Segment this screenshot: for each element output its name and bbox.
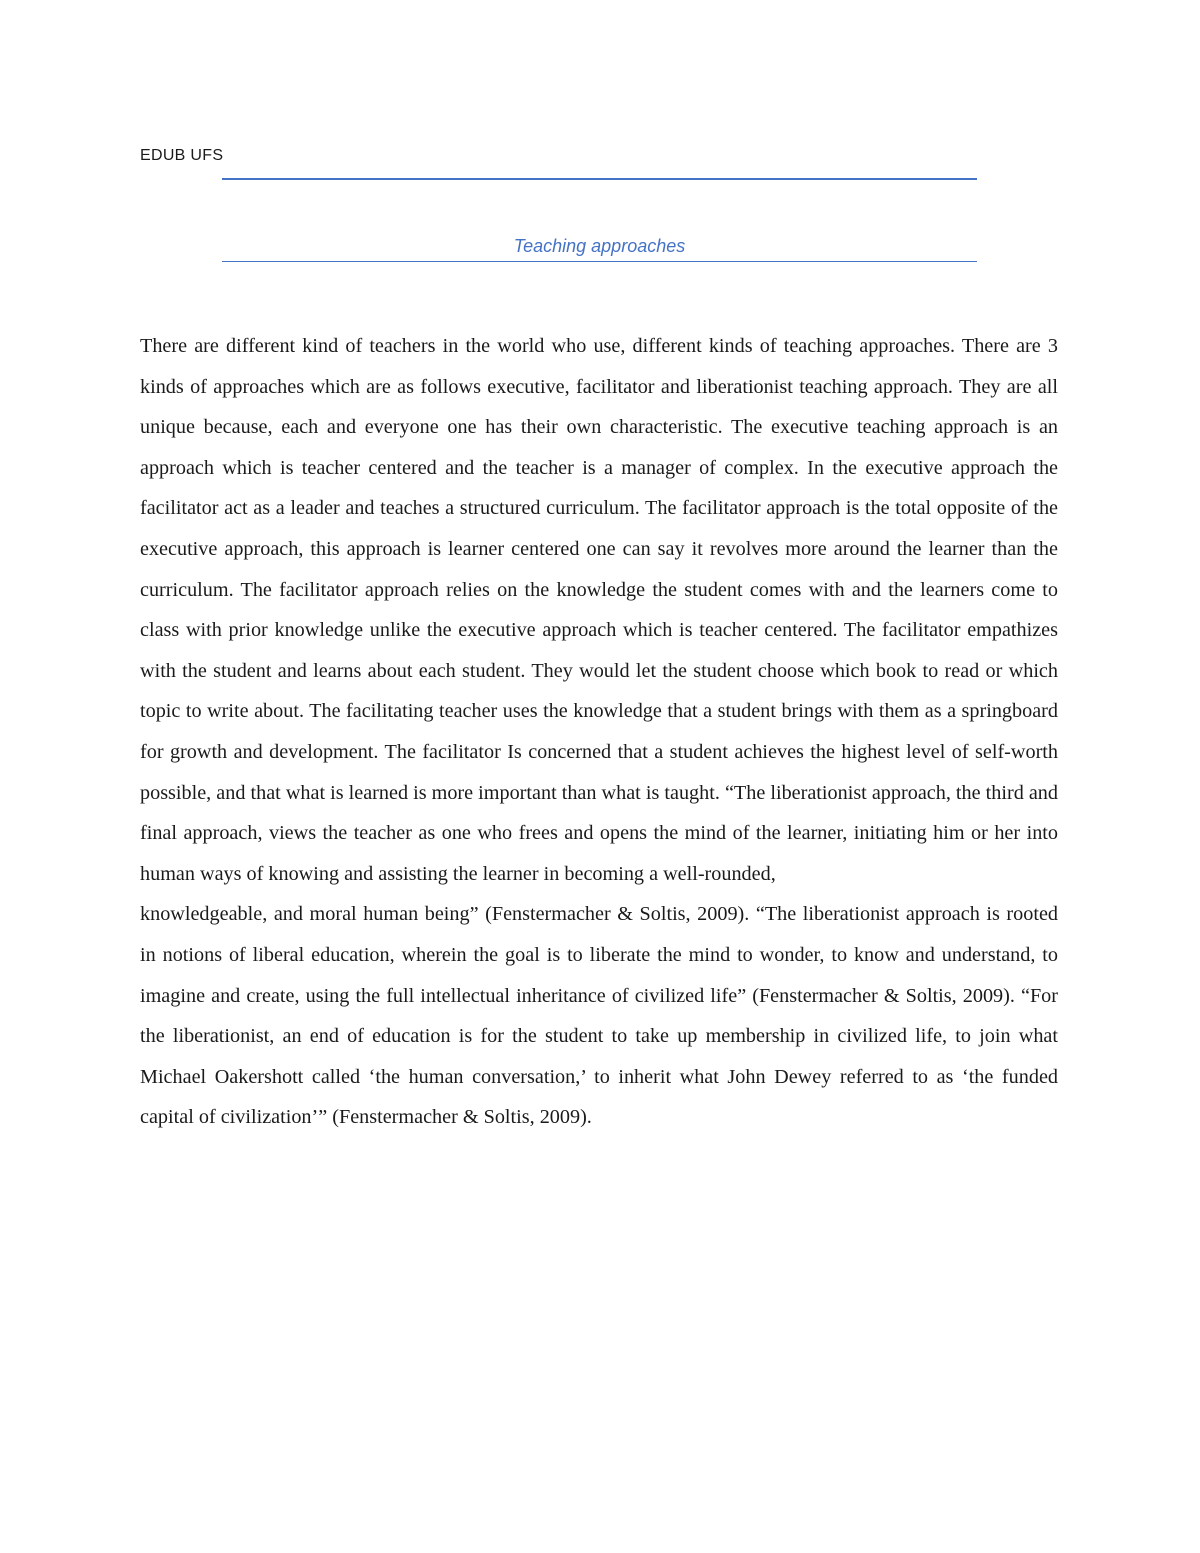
title-rule xyxy=(222,261,977,262)
document-title: Teaching approaches xyxy=(513,236,686,256)
paragraph-2: knowledgeable, and moral human being” (Fenstermacher & Soltis, 2009). “The liberationist approach is rooted in notions of liberal education, wherein the goal is to liberate the mind to wonder, to know and understand, to imagine and create, using the full intellectual inheritance of civilized life” (Fenstermacher & Soltis, 2009). “For the liberationist, an end of education is for the student to take up membership in civilized life, to join what Michael Oakershott called ‘the human conversation,’ to inherit what John Dewey referred to as ‘the funded capital of civilization’” (Fenstermacher & Soltis, 2009). xyxy=(140,903,1058,1129)
paragraph-1: There are different kind of teachers in the world who use, different kinds of teaching approaches. There are 3 kinds of approaches which are as follows executive, facilitator and liberationist teaching approach. They are all unique because, each and everyone one has their own characteristic. The executive teaching approach is an approach which is teacher centered and the teacher is a manager of complex. In the executive approach the facilitator act as a leader and teaches a structured curriculum. The facilitator approach is the total opposite of the executive approach, this approach is learner centered one can say it revolves more around the learner than the curriculum. The facilitator approach relies on the knowledge the student comes with and the learners come to class with prior knowledge unlike the executive approach which is teacher centered. The facilitator empathizes with the student and learns about each student. They would let the student choose which book to read or which topic to write about. The facilitating teacher uses the knowledge that a student brings with them as a springboard for growth and development. The facilitator Is concerned that a student achieves the highest level of self-worth possible, and that what is learned is more important than what is taught. “The liberationist approach, the third and final approach, views the teacher as one who frees and opens the mind of the learner, initiating him or her into human ways of knowing and assisting the learner in becoming a well-rounded, xyxy=(140,335,1058,885)
header-label: EDUB UFS xyxy=(140,147,224,164)
body-text xyxy=(140,326,1058,1138)
header-rule xyxy=(222,178,977,180)
